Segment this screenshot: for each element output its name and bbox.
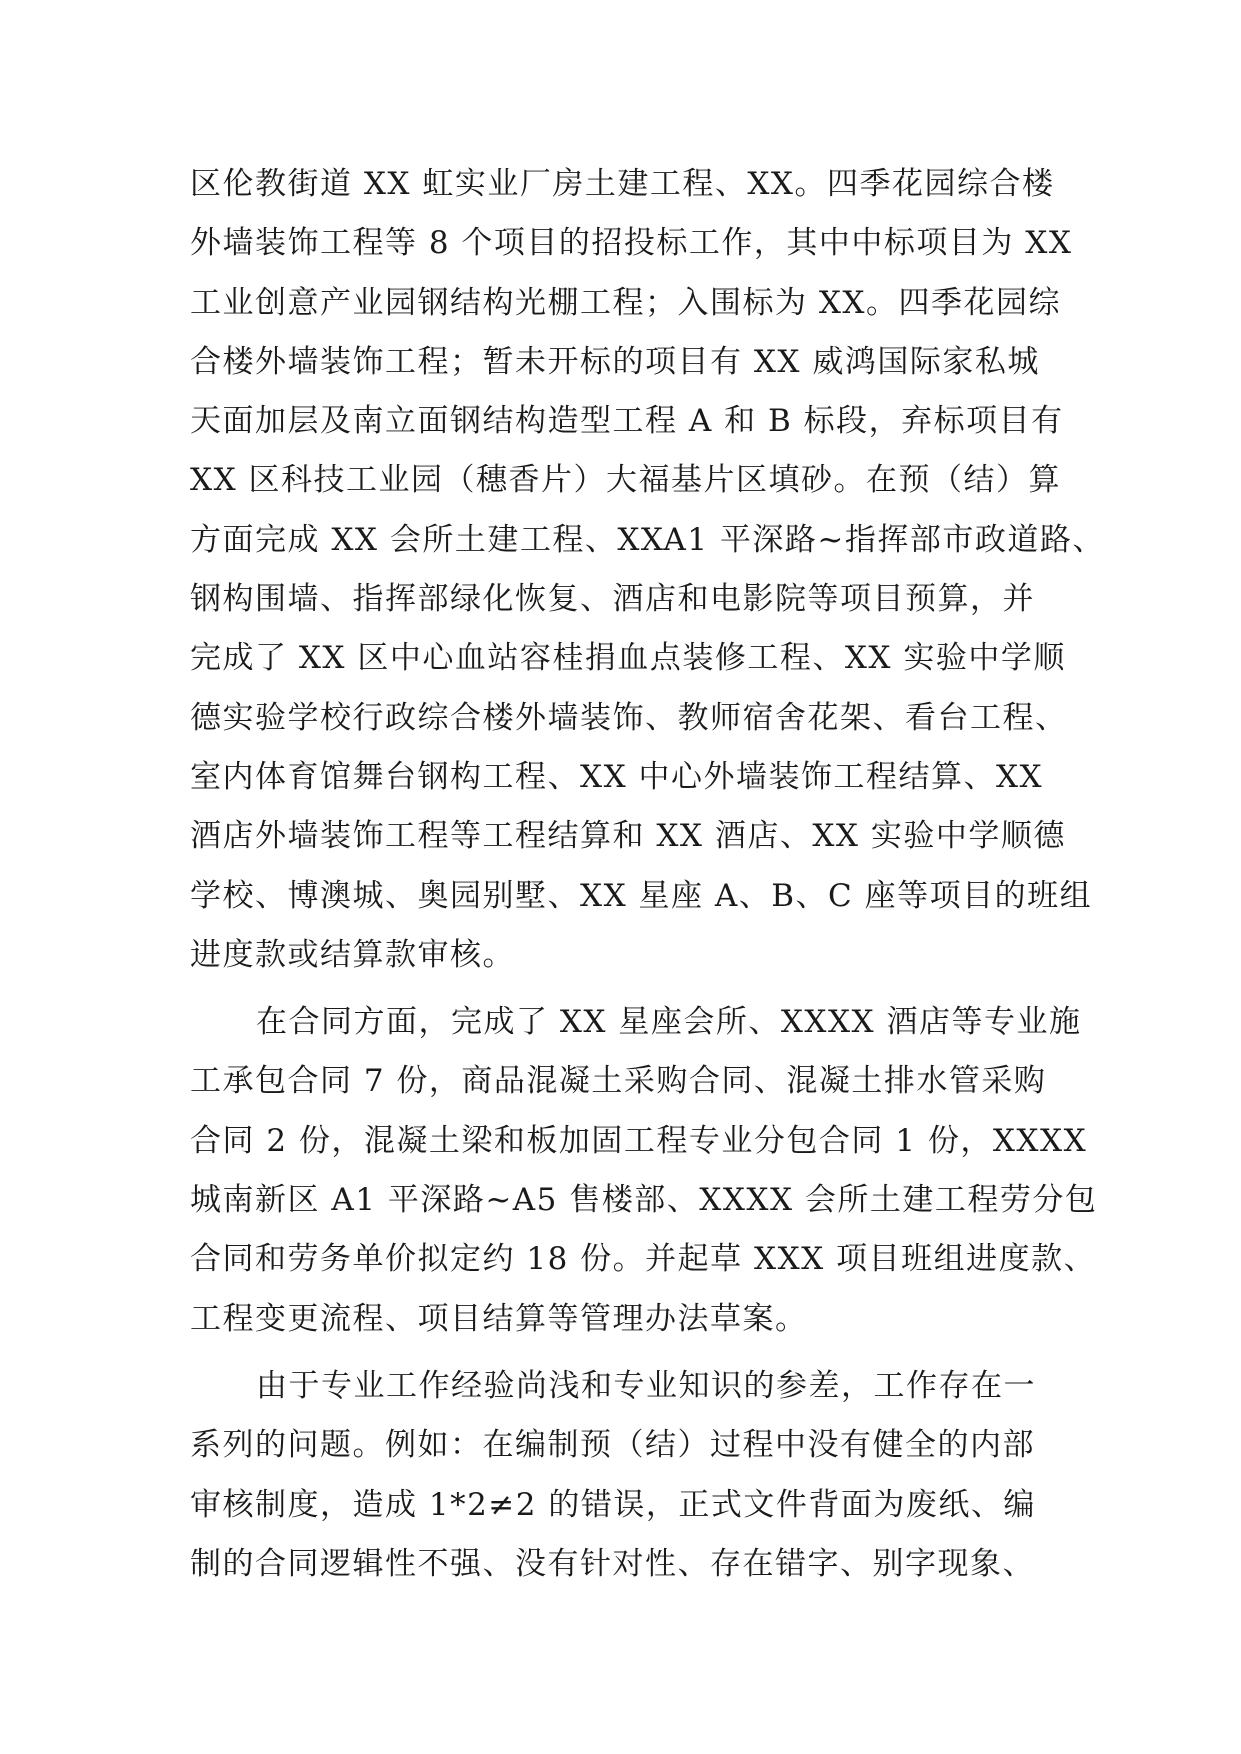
text-line: 学校、博澳城、奥园别墅、XX 星座 A、B、C 座等项目的班组: [190, 877, 1093, 914]
text-line: XX 区科技工业园（穗香片）大福基片区填砂。在预（结）算: [190, 462, 1061, 499]
text-line: 进度款或结算款审核。: [190, 936, 515, 973]
text-line: 工承包合同 7 份，商品混凝土采购合同、混凝土排水管采购: [190, 1063, 1047, 1100]
paragraph-problems: [190, 1357, 1070, 1594]
paragraph-contracts: [190, 993, 1098, 1349]
paragraph-bidding-and-budget: [190, 155, 1105, 985]
text-line: 审核制度，造成 1*2≠2 的错误，正式文件背面为废纸、编: [190, 1486, 1036, 1523]
text-line: 方面完成 XX 会所土建工程、XXA1 平深路~指挥部市政道路、: [190, 521, 1105, 558]
text-line: 完成了 XX 区中心血站容桂捐血点装修工程、XX 实验中学顺: [190, 640, 1066, 677]
text-line: 合同和劳务单价拟定约 18 份。并起草 XXX 项目班组进度款、: [190, 1241, 1097, 1278]
document-body: [190, 155, 1105, 1594]
text-line: 合楼外墙装饰工程；暂未开标的项目有 XX 威鸿国际家私城: [190, 343, 1040, 380]
text-line: 由于专业工作经验尚浅和专业知识的参差，工作存在一: [256, 1367, 1036, 1404]
text-line: 系列的问题。例如：在编制预（结）过程中没有健全的内部: [190, 1427, 1035, 1464]
text-line: 天面加层及南立面钢结构造型工程 A 和 B 标段，弃标项目有: [190, 403, 1064, 440]
text-line: 在合同方面，完成了 XX 星座会所、XXXX 酒店等专业施: [256, 1004, 1082, 1041]
paragraph-spacer: [190, 1349, 1070, 1357]
text-line: 酒店外墙装饰工程等工程结算和 XX 酒店、XX 实验中学顺德: [190, 818, 1066, 855]
paragraph-spacer: [190, 985, 1070, 993]
text-line: 工业创意产业园钢结构光棚工程；入围标为 XX。四季花园综: [190, 284, 1061, 321]
text-line: 工程变更流程、项目结算等管理办法草案。: [190, 1300, 808, 1337]
text-line: 室内体育馆舞台钢构工程、XX 中心外墙装饰工程结算、XX: [190, 758, 1044, 795]
text-line: 制的合同逻辑性不强、没有针对性、存在错字、别字现象、: [190, 1545, 1035, 1582]
text-line: 城南新区 A1 平深路~A5 售楼部、XXXX 会所土建工程劳分包: [190, 1182, 1098, 1219]
text-line: 德实验学校行政综合楼外墙装饰、教师宿舍花架、看台工程、: [190, 699, 1068, 736]
text-line: 钢构围墙、指挥部绿化恢复、酒店和电影院等项目预算，并: [190, 581, 1035, 618]
text-line: 合同 2 份，混凝土梁和板加固工程专业分包合同 1 份，XXXX: [190, 1122, 1088, 1159]
text-line: 外墙装饰工程等 8 个项目的招投标工作，其中中标项目为 XX: [190, 225, 1073, 262]
text-line: 区伦教街道 XX 虹实业厂房土建工程、XX。四季花园综合楼: [190, 166, 1055, 202]
